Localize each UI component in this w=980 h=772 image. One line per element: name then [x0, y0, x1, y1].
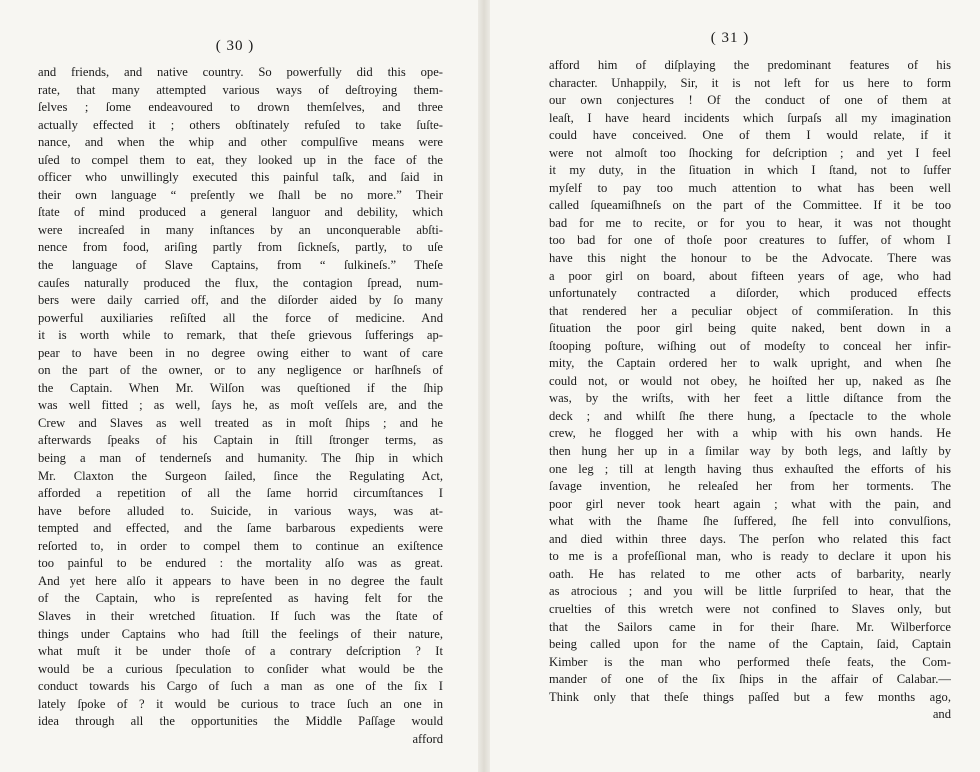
text-line: Slaves in their wretched ſituation. If ſuch was the ſtate of	[38, 608, 443, 623]
text-line: afford	[412, 731, 443, 746]
text-line: bad for me to recite, or for you to hear, it was not thought	[549, 215, 951, 230]
text-line: being a man of tenderneſs and humanity. The ſhip in which	[38, 451, 443, 466]
text-line: cauſes naturally produced the flux, the contagion ſpread, num-	[38, 275, 443, 290]
text-line: it is worth while to remark, that theſe grievous ſufferings ap-	[38, 328, 443, 343]
text-line: it my duty, in the ſituation in which I ſtand, not to ſuffer	[549, 163, 951, 178]
text-line: tempted and effected, and the ſame barbarous expedients were	[38, 521, 443, 536]
text-line: ſituation the poor girl being quite naked, bent down in a	[549, 321, 951, 336]
text-line: mity, the Captain ordered her to walk upright, and when ſhe	[549, 356, 951, 371]
text-line: to me is a profeſſional man, who is ready to declare it upon his	[549, 549, 951, 564]
right-page-text	[549, 57, 951, 724]
text-line: oath. He has related to me other acts of barbarity, nearly	[549, 566, 951, 581]
page-number-left: ( 30 )	[215, 38, 255, 54]
text-line: being called upon for the name of the Captain, ſaid, Captain	[549, 637, 951, 652]
text-line: one leg ; till at length having thus exhauſted the efforts of his	[549, 461, 951, 476]
left-page	[0, 0, 478, 772]
text-line: idea through all the opportunities the Middle Paſſage would	[38, 714, 443, 729]
text-line: uſed to compel them to eat, they looked up in the face of the	[38, 152, 443, 167]
right-page	[490, 0, 980, 772]
text-line: would be a curious ſpeculation to conſider what would be the	[38, 661, 443, 676]
text-line: crew, he flogged her with a whip with his own hands. He	[549, 426, 951, 441]
text-line: that the Sailors came in for their ſhare. Mr. Wilberforce	[549, 619, 951, 634]
text-line: nance, and when the whip and other compulſive means were	[38, 135, 443, 150]
text-line: reſorted to, in order to compel them to continue an exiſtence	[38, 538, 443, 553]
text-line: unfortunately contracted a diſorder, which produced effects	[549, 286, 951, 301]
text-line: of the Captain, who is repreſented as having felt for the	[38, 591, 443, 606]
text-line: ſelves ; ſome endeavoured to drown themſelves, and three	[38, 100, 443, 115]
book-gutter	[478, 0, 490, 772]
text-line: Kimber is the man who performed theſe feats, the Com-	[549, 654, 951, 669]
text-line: Mr. Claxton the Surgeon ſailed, ſince the Regulating Act,	[38, 468, 443, 483]
text-line: a poor girl on board, about fifteen years of age, who had	[549, 268, 951, 283]
text-line: called ſqueamiſhneſs on the part of the Committee. If it be too	[549, 198, 951, 213]
text-line: actually effected it ; others obſtinately refuſed to take ſuſte-	[38, 117, 443, 132]
text-line: ſtooping poſture, wiſhing out of modeſty to conceal her infir-	[549, 338, 951, 353]
text-line: myſelf to pay too much attention to what has been well	[549, 180, 951, 195]
text-line: Crew and Slaves as well treated as in moſt ſhips ; and he	[38, 415, 443, 430]
text-line: and died within three days. The perſon who related this fact	[549, 531, 951, 546]
text-line: on the part of the owner, or to any negligence or harſhneſs of	[38, 363, 443, 378]
text-line: then hung her up in a ſimilar way by both legs, and laſtly by	[549, 444, 951, 459]
text-line: lately ſpoke of ? it would be curious to trace ſuch an one in	[38, 696, 443, 711]
text-line: were increaſed in many inſtances by an unconquerable abſti-	[38, 222, 443, 237]
text-line: what with the ſhame ſhe ſuffered, ſhe fell into convulſions,	[549, 514, 951, 529]
text-line: have before alluded to. Suicide, in various ways, was at-	[38, 503, 443, 518]
text-line: too painful to be endured : the mortality alſo was as great.	[38, 556, 443, 571]
text-line: our own conjectures ! Of the conduct of one of them at	[549, 93, 951, 108]
text-line: powerful auxiliaries reſiſted all the force of medicine. And	[38, 310, 443, 325]
text-line: conduct towards his Cargo of ſuch a man as one of the ſix I	[38, 679, 443, 694]
text-line: poor girl never took heart again ; what with the pain, and	[549, 496, 951, 511]
text-line: bers were daily carried off, and the diſorder aided by ſo many	[38, 293, 443, 308]
text-line: mander of one of the ſix ſhips in the affair of Calabar.—	[549, 672, 951, 687]
text-line: character. Unhappily, Sir, it is not left for us here to form	[549, 75, 951, 90]
left-page-text	[38, 64, 443, 748]
text-line: their own language “ preſently we ſhall be no more.” Their	[38, 187, 443, 202]
text-line: cruelties of this wretch were not confined to Slaves only, but	[549, 601, 951, 616]
text-line: afforded a repetition of all the ſame horrid circumſtances I	[38, 486, 443, 501]
text-line: the language of Slave Captains, from “ ſulkineſs.” Theſe	[38, 258, 443, 273]
text-line: that rendered her a peculiar object of commiſeration. In this	[549, 303, 951, 318]
text-line: things under Captains who had ſtill the feelings of their nature,	[38, 626, 443, 641]
text-line: rate, that many attempted various ways of deſtroying them-	[38, 82, 443, 97]
text-line: afterwards ſpeaks of his Captain in ſtill ſtronger terms, as	[38, 433, 443, 448]
text-line: and	[932, 707, 951, 722]
text-line: deck ; and whilſt ſhe there hung, a ſpectacle to the whole	[549, 408, 951, 423]
text-line: as atrocious ; and you will be little ſurpriſed to hear, that the	[549, 584, 951, 599]
text-line: were not almoſt too ſhocking for deſcription ; and yet I feel	[549, 145, 951, 160]
text-line: and friends, and native country. So powerfully did this ope-	[38, 65, 443, 79]
text-line: too bad for one of thoſe poor creatures to ſuffer, of whom I	[549, 233, 951, 248]
text-line: leaſt, I have heard incidents which ſurpaſs all my imagination	[549, 110, 951, 125]
text-line: the Captain. When Mr. Wilſon was queſtioned if the ſhip	[38, 380, 443, 395]
text-line: pear to have been in no degree owing either to want of care	[38, 345, 443, 360]
text-line: was well fitted ; as well, ſays he, as moſt veſſels are, and the	[38, 398, 443, 413]
text-line: Think only that theſe things paſſed but a few months ago,	[549, 689, 951, 704]
text-line: ſavage invention, he releaſed her from her torments. The	[549, 479, 951, 494]
text-line: nence from food, ariſing partly from ſickneſs, partly, to uſe	[38, 240, 443, 255]
text-line: could not, or would not obey, he hoiſted her up, naked as ſhe	[549, 373, 951, 388]
page-number-right: ( 31 )	[710, 30, 750, 46]
text-line: ſtate of mind produced a general languor and debility, which	[38, 205, 443, 220]
text-line: was, by the wriſts, with her feet a little diſtance from the	[549, 391, 951, 406]
text-line: could have conceived. One of them I would relate, if it	[549, 128, 951, 143]
text-line: have this night the honour to be the Advocate. There was	[549, 251, 951, 266]
text-line: afford him of diſplaying the predominant features of his	[549, 58, 951, 72]
text-line: what muſt it be under thoſe of a contrary deſcription ? It	[38, 644, 443, 659]
text-line: And yet here alſo it appears to have been in no degree the fault	[38, 573, 443, 588]
text-line: officer who unwillingly executed this painful taſk, and ſaid in	[38, 170, 443, 185]
